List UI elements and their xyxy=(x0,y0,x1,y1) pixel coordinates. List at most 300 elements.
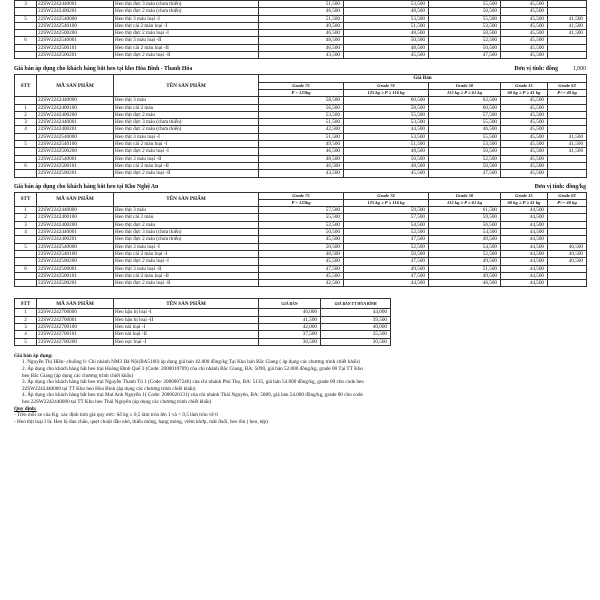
table-row xyxy=(15,331,391,338)
price-cell: 49,500 xyxy=(429,258,501,265)
table-row xyxy=(15,236,587,243)
price-cell: 45,500 xyxy=(501,30,548,37)
product-code-cell: 22SW2242700100 xyxy=(37,323,114,330)
price-cell xyxy=(548,265,587,272)
stt-cell: 1 xyxy=(15,104,37,111)
price-cell: 45,500 xyxy=(501,104,548,111)
price-cell: 44,500 xyxy=(344,126,429,133)
price-cell: 45,500 xyxy=(259,236,344,243)
price-cell: 46,500 xyxy=(429,126,501,133)
price-cell: 53,500 xyxy=(344,15,429,22)
price-cell: 52,500 xyxy=(429,37,501,44)
price-cell: 50,500 xyxy=(259,229,344,236)
price-cell: 50,500 xyxy=(344,37,429,44)
grade-header: Grade 75 xyxy=(259,82,344,89)
grade-header: Grade 15 xyxy=(501,192,548,199)
product-name-cell: Heo thịt đực 2 máu xyxy=(114,221,259,228)
price-cell: 40,500 xyxy=(548,250,587,257)
price-cell: 41,500 xyxy=(548,15,587,22)
price-cell: 47,500 xyxy=(344,272,429,279)
price-cell: 51,500 xyxy=(259,1,344,8)
price-cell: 35,500 xyxy=(321,331,391,338)
product-code-cell: 22SW2242500101 xyxy=(37,272,114,279)
price-cell: 47,500 xyxy=(344,236,429,243)
price-cell xyxy=(548,119,587,126)
product-code-cell: 22SW2242500201 xyxy=(37,52,114,59)
price-cell: 52,500 xyxy=(344,229,429,236)
price-cell xyxy=(548,104,587,111)
weight-range-header: 115 kg ≥ P ≥ 61 kg xyxy=(429,199,501,206)
price-cell: 44,500 xyxy=(501,265,548,272)
section-title-text: Giá bán áp dụng cho khách hàng bắt heo tại Kho Nghệ An xyxy=(14,183,159,190)
price-cell xyxy=(548,1,587,8)
price-cell xyxy=(548,236,587,243)
weight-range-header: P > 125kg xyxy=(259,89,344,96)
price-cell: 51,500 xyxy=(259,15,344,22)
price-cell: 50,500 xyxy=(429,44,501,51)
product-name-cell: Heo thịt cái 2 máu loại -II xyxy=(114,44,259,51)
table-row xyxy=(15,162,587,169)
table-row xyxy=(15,323,391,330)
price-cell xyxy=(548,221,587,228)
product-code-cell: 22SW2242440000 xyxy=(37,97,114,104)
table-row xyxy=(15,309,391,316)
note-line: 3. Áp dụng cho khách hàng bắt heo trại Nguyễn Thanh Tú 1 (Code: 2000007246) của chi nhánh Phú Thọ, BA: 5135, giá bán 54.000 đồng/kg, grade 00 cho code heo xyxy=(22,379,364,386)
price-cell: 48,500 xyxy=(344,30,429,37)
price-cell: 48,500 xyxy=(344,162,429,169)
price-cell: 47,500 xyxy=(259,265,344,272)
table-row xyxy=(15,229,587,236)
price-cell: 45,500 xyxy=(501,52,548,59)
price-cell xyxy=(548,162,587,169)
note-line: 22SW2242440000 tại TT Kho heo Hòa Bình (áp dụng các chương trình chiết khấu) xyxy=(22,385,196,392)
grade-header: Grade 03 xyxy=(548,192,587,199)
price-cell: 52,500 xyxy=(429,155,501,162)
product-code-cell: 22SW2242400200 xyxy=(37,111,114,118)
price-cell: 48,500 xyxy=(259,250,344,257)
price-cell: 44,500 xyxy=(501,280,548,287)
product-name-cell: Heo thịt 3 máu loại -II xyxy=(114,265,259,272)
price-cell: 44,500 xyxy=(501,214,548,221)
table-row xyxy=(15,44,587,51)
price-cell: 50,500 xyxy=(429,8,501,15)
price-cell: 45,500 xyxy=(259,258,344,265)
stt-cell: 1 xyxy=(15,207,37,214)
product-code-cell: 22SW2242700101 xyxy=(37,331,114,338)
price-table-hoa-binh xyxy=(14,74,587,177)
stt-cell: 6 xyxy=(15,265,37,272)
price-cell: 49,500 xyxy=(344,265,429,272)
unit-value: 1,000 xyxy=(572,66,586,73)
price-cell: 50,500 xyxy=(344,155,429,162)
price-cell: 51,500 xyxy=(259,133,344,140)
product-name-cell: Heo thịt 3 máu loại -I xyxy=(114,133,259,140)
price-cell xyxy=(548,229,587,236)
product-code-cell: 22SW2242400201 xyxy=(37,126,114,133)
price-cell: 45,500 xyxy=(501,1,548,8)
stt-cell: 5 xyxy=(15,338,37,345)
price-cell: 45,500 xyxy=(501,170,548,177)
price-cell: 49,500 xyxy=(259,141,344,148)
price-cell: 41,500 xyxy=(548,141,587,148)
price-cell: 58,500 xyxy=(344,104,429,111)
table-row xyxy=(15,22,587,29)
rule-line: - Trên mỗi xe của Kg. xác định tính giá quy ước: Số kg ≥ 0,5 làm tròn lên 1 và < 0,5 làm tròn về 0 xyxy=(14,412,218,419)
product-name-cell: Heo thịt đực 2 máu loại -II xyxy=(114,170,259,177)
note-line: 2. Áp dụng cho khách hàng bắt heo trại Hoàng Đình Quế 3 (Code: 2000010709) của chi nhánh Bắc Giang, BA: 5090, giá bán 52.000 đồng/kg, grade 00 Tại TT Kho xyxy=(22,366,364,373)
price-cell: 45,500 xyxy=(501,162,548,169)
product-code-cell: 22SW2242400200 xyxy=(37,221,114,228)
note-line: heo Bắc Giang (áp dụng các chương trình chiết khấu) xyxy=(22,372,134,379)
price-cell: 41,500 xyxy=(548,133,587,140)
price-cell: 53,500 xyxy=(429,141,501,148)
table-row xyxy=(15,280,587,287)
stt-cell xyxy=(15,272,37,279)
product-code-cell: 22SW2242400201 xyxy=(37,236,114,243)
table-row xyxy=(15,148,587,155)
stt-cell xyxy=(15,30,37,37)
price-cell: 54,500 xyxy=(344,221,429,228)
product-code-cell: 22SW2242500201 xyxy=(37,280,114,287)
price-cell: 57,500 xyxy=(429,111,501,118)
price-cell: 55,500 xyxy=(429,119,501,126)
price-cell: 37,500 xyxy=(259,331,321,338)
stt-cell xyxy=(15,133,37,140)
price-cell xyxy=(548,272,587,279)
price-cell: 56,500 xyxy=(259,104,344,111)
stt-header: STT xyxy=(15,75,37,97)
section-title-text: Giá bán áp dụng cho khách hàng bắt heo tại kho Hòa Bình - Thanh Hóa xyxy=(14,66,193,73)
stt-cell: 4 xyxy=(15,229,37,236)
product-name-cell: Heo thịt cái 2 máu loại -II xyxy=(114,162,259,169)
table-row xyxy=(15,243,587,250)
price-cell: 60,500 xyxy=(344,97,429,104)
price-cell: 45,500 xyxy=(259,272,344,279)
product-name-cell: Heo thịt cái 2 máu xyxy=(114,104,259,111)
price-cell: 56,500 xyxy=(429,221,501,228)
product-code-cell: 22SW2242500200 xyxy=(37,148,114,155)
price-cell xyxy=(548,44,587,51)
price-cell: 53,500 xyxy=(259,111,344,118)
product-code-cell: 22SW2242540100 xyxy=(37,250,114,257)
price-cell: 44,500 xyxy=(501,207,548,214)
price-table-top xyxy=(14,0,587,59)
price-cell: 46,000 xyxy=(259,309,321,316)
notes-heading: Giá bán áp dụng: xyxy=(14,352,53,359)
grade-header: Grade 75 xyxy=(259,192,344,199)
price-cell xyxy=(548,126,587,133)
table-row xyxy=(15,119,587,126)
price-cell: 50,500 xyxy=(429,162,501,169)
price-cell xyxy=(548,214,587,221)
price-cell: 51,500 xyxy=(259,119,344,126)
table-row xyxy=(15,214,587,221)
product-code-cell: 22SW2242500201 xyxy=(37,170,114,177)
stt-cell: 6 xyxy=(15,162,37,169)
product-name-cell: Heo thịt đực 2 máu loại -I xyxy=(114,258,259,265)
stt-cell xyxy=(15,236,37,243)
product-code-cell: 22SW2242500101 xyxy=(37,44,114,51)
code-header: MÃ SẢN PHẨM xyxy=(37,75,114,97)
weight-range-header: 60 kg ≥ P ≥ 41 kg xyxy=(501,89,548,96)
name-header: TÊN SẢN PHẨM xyxy=(114,299,259,309)
table-row xyxy=(15,170,587,177)
product-name-cell: Heo thịt 3 máu loại -I xyxy=(114,243,259,250)
price-cell: 45,500 xyxy=(501,141,548,148)
price-cell: 41,500 xyxy=(548,22,587,29)
stt-cell xyxy=(15,280,37,287)
table-row xyxy=(15,15,587,22)
price-cell: 44,500 xyxy=(501,229,548,236)
stt-cell: 3 xyxy=(15,1,37,8)
product-name-cell: Heo thịt đực 3 máu (chưa thiến) xyxy=(114,119,259,126)
price-cell: 42,500 xyxy=(259,126,344,133)
price-cell: 45,500 xyxy=(501,22,548,29)
product-code-cell: 22SW2242440001 xyxy=(37,119,114,126)
product-name-cell: Heo hậu bị loại -I xyxy=(114,309,259,316)
price-cell: 41,500 xyxy=(548,30,587,37)
note-line: 4. Áp dụng cho khách hàng bắt heo trại Mai Anh Nguyễn 1( Code: 2000020131) của chi nhánh Thái Nguyên, BA: 5089, giá bán 54.000 đồng/kg, grade 00 cho code xyxy=(22,392,363,399)
product-code-cell: 22SW2242400100 xyxy=(37,104,114,111)
stt-cell: 3 xyxy=(15,119,37,126)
stt-cell: 5 xyxy=(15,243,37,250)
price-cell: 44,500 xyxy=(501,221,548,228)
price-cell: 44,500 xyxy=(501,243,548,250)
product-code-cell: 22SW2242400100 xyxy=(37,214,114,221)
price-cell: 45,500 xyxy=(501,119,548,126)
table-row xyxy=(15,37,587,44)
name-header: TÊN SẢN PHẨM xyxy=(114,192,259,207)
product-name-cell: Heo thịt cái 2 máu loại -I xyxy=(114,250,259,257)
table-row xyxy=(15,30,587,37)
table-row xyxy=(15,316,391,323)
price-cell: 48,500 xyxy=(344,148,429,155)
weight-range-header: 115 kg ≥ P ≥ 61 kg xyxy=(429,89,501,96)
price-cell: 47,500 xyxy=(429,52,501,59)
weight-range-header: 125 kg ≥ P ≥ 116 kg xyxy=(344,199,429,206)
price-cell: 53,500 xyxy=(429,22,501,29)
unit-label: Đơn vị tính: đồng/kg xyxy=(534,183,586,190)
product-name-cell: Heo nái loại -II xyxy=(114,331,259,338)
table-row xyxy=(15,104,587,111)
price-cell: 47,500 xyxy=(429,170,501,177)
price-cell: 59,500 xyxy=(344,207,429,214)
grade-header: Grade 03 xyxy=(548,82,587,89)
price-cell: 51,500 xyxy=(344,141,429,148)
price-cell: 55,500 xyxy=(429,1,501,8)
stt-cell xyxy=(15,44,37,51)
price-cell xyxy=(548,170,587,177)
product-code-cell: 22SW2242540000 xyxy=(37,15,114,22)
price-cell: 45,500 xyxy=(501,15,548,22)
price-cell: 44,500 xyxy=(501,258,548,265)
stt-cell xyxy=(15,22,37,29)
section-title-nghe-an xyxy=(14,183,586,192)
product-name-cell: Heo nọc loại -I xyxy=(114,338,259,345)
price-hoa-binh-header: GIÁ BÁN TT HÒA BÌNH xyxy=(321,299,391,309)
price-list-document xyxy=(14,0,586,425)
price-cell: 30,500 xyxy=(321,338,391,345)
price-cell: 55,500 xyxy=(259,214,344,221)
price-cell: 52,500 xyxy=(344,243,429,250)
product-name-cell: Heo nái loại -I xyxy=(114,323,259,330)
price-table-nghe-an xyxy=(14,192,587,288)
price-cell: 44,500 xyxy=(501,250,548,257)
stt-cell: 1 xyxy=(15,309,37,316)
price-cell: 46,500 xyxy=(259,30,344,37)
price-cell: 55,500 xyxy=(429,15,501,22)
stt-cell xyxy=(15,97,37,104)
product-code-cell: 22SW2242540000 xyxy=(37,133,114,140)
grade-header: Grade 50 xyxy=(429,192,501,199)
product-name-cell: Heo thịt đực 2 máu loại -II xyxy=(114,52,259,59)
grade-header: Grade 74 xyxy=(344,82,429,89)
price-cell: 53,500 xyxy=(344,119,429,126)
table-row xyxy=(15,207,587,214)
price-cell xyxy=(548,111,587,118)
price-cell xyxy=(548,37,587,44)
product-name-cell: Heo thịt 3 máu loại -I xyxy=(114,15,259,22)
price-cell: 50,500 xyxy=(429,30,501,37)
price-cell xyxy=(548,207,587,214)
product-name-cell: Heo thịt đực 2 máu xyxy=(114,111,259,118)
table-row xyxy=(15,221,587,228)
price-cell: 59,500 xyxy=(429,214,501,221)
price-cell: 46,500 xyxy=(259,148,344,155)
price-cell: 55,500 xyxy=(429,133,501,140)
price-cell: 49,500 xyxy=(429,236,501,243)
price-cell: 57,500 xyxy=(259,207,344,214)
stt-cell: 3 xyxy=(15,221,37,228)
price-cell: 44,500 xyxy=(344,280,429,287)
rules-heading: Quy định: xyxy=(14,405,37,412)
price-cell: 40,500 xyxy=(548,243,587,250)
stt-cell: 5 xyxy=(15,141,37,148)
product-name-cell: Heo thịt cái 2 máu xyxy=(114,214,259,221)
stt-cell xyxy=(15,155,37,162)
stt-cell: 4 xyxy=(15,331,37,338)
product-code-cell: 22SW2242540001 xyxy=(37,37,114,44)
price-cell: 50,500 xyxy=(259,243,344,250)
product-code-cell: 22SW2242400201 xyxy=(37,8,114,15)
price-cell: 45,500 xyxy=(501,133,548,140)
price-cell: 51,500 xyxy=(429,265,501,272)
code-header: MÃ SẢN PHẨM xyxy=(37,192,114,207)
price-cell: 45,500 xyxy=(501,155,548,162)
price-table-culled-pigs xyxy=(14,298,391,345)
table-row xyxy=(15,265,587,272)
price-cell: 45,500 xyxy=(501,97,548,104)
price-cell: 54,500 xyxy=(429,229,501,236)
price-header: Giá Bán xyxy=(259,75,587,82)
product-name-cell: Heo thịt đực 2 máu loại -I xyxy=(114,30,259,37)
weight-range-header: 125 kg ≥ P ≥ 116 kg xyxy=(344,89,429,96)
price-cell: 55,500 xyxy=(344,111,429,118)
stt-cell xyxy=(15,52,37,59)
product-code-cell: 22SW2242500001 xyxy=(37,265,114,272)
table-row xyxy=(15,52,587,59)
weight-range-header: P > 125kg xyxy=(259,199,344,206)
price-cell: 46,500 xyxy=(259,162,344,169)
price-cell xyxy=(548,52,587,59)
price-cell: 48,500 xyxy=(259,37,344,44)
product-code-cell: 22SW2242440001 xyxy=(37,1,114,8)
price-cell: 30,500 xyxy=(259,338,321,345)
rule-line: - Heo thịt loại I là: Heo bị đau chân, quẹt chuột đầu nhỏ, thiếu mông, hạng mòng, viêm khớp, mắt đuối, heo ốm ( heo, tệp) xyxy=(14,418,268,425)
price-cell: 49,500 xyxy=(259,22,344,29)
product-code-cell: 22SW2242540100 xyxy=(37,141,114,148)
product-name-cell: Heo thịt cái 2 máu loại -I xyxy=(114,22,259,29)
price-cell: 52,500 xyxy=(429,250,501,257)
note-line: 1. Nguyễn Thị Hiền- chuồng 6: Chi nhánh NM3 Hà Nội(BA5166) áp dụng giá bán 42.000 đồng/kg Tại Kho bán Bắc Giang ( áp dụng các chương trình chiết khấu) xyxy=(22,359,360,366)
price-cell: 58,500 xyxy=(259,97,344,104)
price-cell: 61,500 xyxy=(429,207,501,214)
price-cell: 53,500 xyxy=(344,1,429,8)
price-cell: 47,500 xyxy=(344,258,429,265)
price-cell: 48,500 xyxy=(344,8,429,15)
unit-label: Đơn vị tính: đồng xyxy=(514,66,558,73)
price-cell: 45,500 xyxy=(501,8,548,15)
price-cell: 46,500 xyxy=(429,280,501,287)
stt-cell: 2 xyxy=(15,316,37,323)
stt-cell: 6 xyxy=(15,37,37,44)
product-code-cell: 22SW2242540001 xyxy=(37,155,114,162)
product-name-cell: Heo thịt 3 máu loại -II xyxy=(114,155,259,162)
price-cell: 45,500 xyxy=(501,111,548,118)
table-row xyxy=(15,133,587,140)
product-code-cell: 22SW2242700001 xyxy=(37,316,114,323)
table-row xyxy=(15,97,587,104)
price-cell: 57,500 xyxy=(344,214,429,221)
stt-cell xyxy=(15,170,37,177)
price-cell: 60,500 xyxy=(429,104,501,111)
stt-cell: 5 xyxy=(15,15,37,22)
product-name-cell: Heo thịt đực 2 máu loại -II xyxy=(114,280,259,287)
price-cell: 48,500 xyxy=(259,155,344,162)
price-cell: 41,500 xyxy=(259,316,321,323)
weight-range-header: P<= 40 kg xyxy=(548,199,587,206)
price-cell: 42,500 xyxy=(259,280,344,287)
price-cell: 42,000 xyxy=(259,323,321,330)
product-code-cell: 22SW2242540100 xyxy=(37,22,114,29)
stt-cell: 3 xyxy=(15,323,37,330)
price-cell: 62,500 xyxy=(429,97,501,104)
table-row xyxy=(15,272,587,279)
product-code-cell: 22SW2242440000 xyxy=(37,207,114,214)
product-code-cell: 22SW2242500101 xyxy=(37,162,114,169)
section-title-hoa-binh xyxy=(14,65,586,74)
price-cell: 44,000 xyxy=(321,309,391,316)
table-row xyxy=(15,126,587,133)
table-row xyxy=(15,338,391,345)
table-row xyxy=(15,111,587,118)
product-name-cell: Heo thịt cái 2 máu loại -II xyxy=(114,272,259,279)
product-name-cell: Heo thịt đực 3 máu (chưa thiến) xyxy=(114,1,259,8)
product-name-cell: Heo thịt đực 2 máu loại -I xyxy=(114,148,259,155)
product-code-cell: 22SW2242700000 xyxy=(37,309,114,316)
price-cell: 44,500 xyxy=(501,236,548,243)
price-cell: 54,500 xyxy=(429,243,501,250)
name-header: TÊN SẢN PHẨM xyxy=(114,75,259,97)
table-row xyxy=(15,141,587,148)
product-code-cell: 22SW2242500200 xyxy=(37,30,114,37)
price-cell: 40,500 xyxy=(548,258,587,265)
stt-cell xyxy=(15,148,37,155)
stt-cell: 2 xyxy=(15,111,37,118)
product-name-cell: Heo thịt cái 2 máu loại -I xyxy=(114,141,259,148)
price-cell: 46,500 xyxy=(259,44,344,51)
price-cell xyxy=(548,97,587,104)
